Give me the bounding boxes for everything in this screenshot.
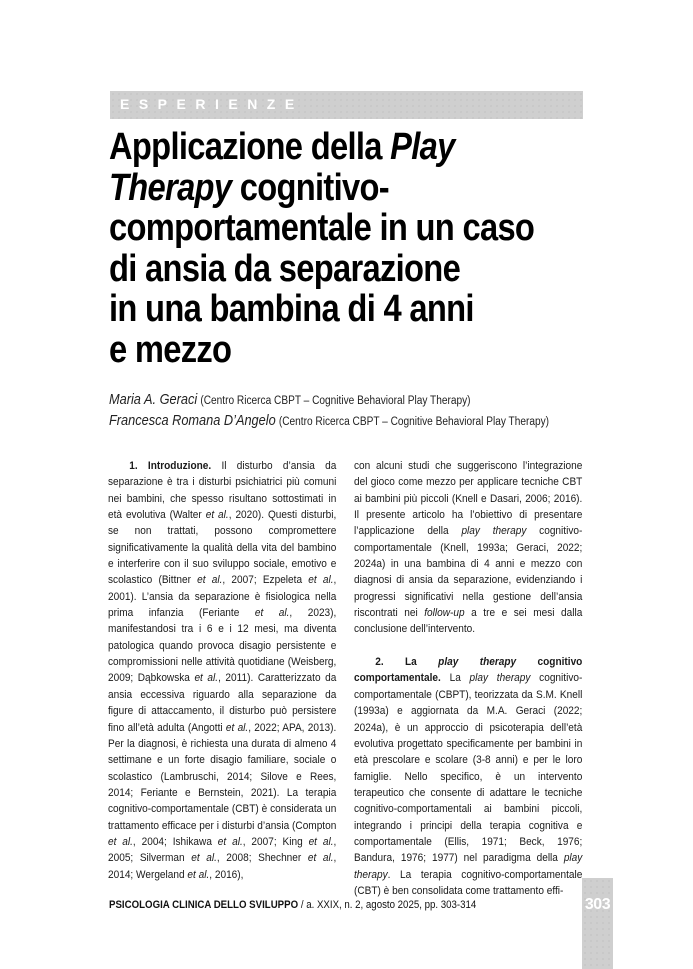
citation-etal: et al. [191,852,217,865]
author-affiliation: (Centro Ricerca CBPT – Cognitive Behavioral Play Therapy) [278,416,550,428]
author-entry [109,411,550,432]
author-list [109,390,589,432]
italic-term: play [563,852,583,865]
citation-etal: et al. [217,835,243,848]
italic-term: play therapy [461,525,527,538]
title-text: in una bambina di 4 anni [109,288,474,330]
author-name: Francesca Romana D’Angelo [109,413,276,429]
body-text: , 2007; Ezpeleta [222,574,309,587]
author-name: Maria A. Geraci [109,392,198,408]
citation-etal: et al. [308,835,334,848]
citation-etal: et al. [108,835,133,848]
article-title [109,126,535,371]
heading-text-italic: play therapy [438,656,517,669]
body-text: con alcuni studi che suggeriscono l’integrazione del gioco come mezzo per applicare tecniche CBT ai bambini più piccoli (Knell e Dasari, 2006; 2016). Il presente articolo ha l’obiettivo di presentare l’applicazione della [354,460,583,538]
body-text: , 2004; Ishikawa [132,835,218,848]
italic-term: play therapy [469,672,531,685]
italic-term: therapy [354,868,388,881]
title-text: Applicazione della [109,126,391,168]
heading-text: 2. La [375,656,439,669]
title-text: cognitivo- [231,166,389,209]
body-text: , 2023), manifestandosi tra i 6 e i 12 mesi, ma diventa patologica quando provoca disagio persistente e compromissioni nelle attività quotidiane (Weisberg, 2009; Dąbkowska [108,607,337,685]
body-paragraph [354,458,582,638]
journal-citation: / a. XXIX, n. 2, agosto 2025, pp. 303-314 [298,899,477,911]
section-label: ESPERIENZE [120,96,304,112]
body-text: , 2016), [209,868,244,881]
section-heading: 1. Introduzione. [129,460,212,472]
citation-etal: et al. [197,574,223,587]
body-paragraph [354,654,582,899]
running-footer [109,899,476,911]
title-text-italic: Therapy [109,166,232,209]
body-text: a tre e sei mesi dalla conclusione dell’intervento. [354,607,583,636]
title-text: e mezzo [109,328,232,371]
page-number: 303 [584,896,611,913]
body-text: , 2007; King [242,835,309,848]
body-text: , 2011). Caratterizzato da ansia eccessiva riguardo alla separazione da figure di attaccamento, il disturbo può persistere fino all’età adulta (Angotti [108,672,337,734]
citation-etal: et al. [308,574,334,587]
body-text: Il disturbo d’ansia da separazione è tra i disturbi psichiatrici più comuni nei bambini, che spesso risultano sottostimati in età evolutiva (Walter [108,460,337,522]
body-text: . La terapia cognitivo-comportamentale (CBT) è ben consolidata come trattamento effi- [354,868,583,897]
body-column-right [354,458,582,899]
citation-etal: et al. [254,607,290,620]
citation-etal: et al. [225,721,249,734]
citation-etal: et al. [194,672,219,685]
page-number-tab [582,878,613,969]
body-text: cognitivo-comportamentale (Knell, 1993a; Geraci, 2022; 2024a) in una bambina di 4 anni e mezzo con diagnosi di ansia da separazione, evidenziando i progressi significativi nella gestione dell’ansia riscontrati nei [354,525,583,620]
title-text: di ansia da separazione [109,247,461,290]
body-text: , 2014; Wergeland [108,852,337,881]
citation-etal: et al. [205,509,229,522]
citation-etal: et al. [307,852,334,865]
title-text: comportamentale in un caso [109,207,535,249]
italic-term: follow-up [424,607,465,620]
body-text: , 2005; Silverman [108,835,337,865]
citation-etal: et al. [187,868,210,881]
heading-text: cognitivo comportamentale. [354,656,583,685]
body-column-left [108,458,336,883]
body-text: , 2008; Shechner [216,852,308,865]
body-paragraph [108,458,336,883]
body-text: , 2020). Questi disturbi, se non trattati, possono compromettere significativamente la qualità della vita del bambino e interferire con il suo sviluppo sociale, emotivo e scolastico (Bittner [108,509,337,587]
body-text: cognitivo-comportamentale (CBPT), teorizzata da S.M. Knell (1993a) e aggiornata da M.A. Geraci (2022; 2024a), è un approccio di psicoterapia dell’età evolutiva progettato specificamente per bambini in età prescolare e scolare (3-8 anni) e per le loro famiglie. Nello specifico, è un intervento terapeutico che consente di adattare le tecniche cognitivo-comportamentali ai bambini piccoli, integrando i principi della terapia cognitiva e comportamentale (Ellis, 1971; Beck, 1976; Bandura, 1976; 1977) nel paradigma della [354,672,583,865]
author-entry [109,390,531,411]
section-band [110,91,583,119]
journal-name: PSICOLOGIA CLINICA DELLO SVILUPPO [109,899,299,911]
title-text-italic: Play [390,126,455,168]
body-text: La [440,672,470,685]
body-text: , 2022; APA, 2013). Per la diagnosi, è richiesta una durata di almeno 4 settimane e un forte disagio familiare, sociale o scolastico (Lambruschi, 2014; Silove e Rees, 2014; Feriante e Bernstein, 2021). La terapia cognitivo-comportamentale (CBT) è considerata un trattamento efficace per i disturbi d’ansia (Compton [108,721,337,832]
author-affiliation: (Centro Ricerca CBPT – Cognitive Behavioral Play Therapy) [200,395,471,407]
body-text: , 2001). L’ansia da separazione è fisiologica nella prima infanzia (Feriante [108,574,337,620]
